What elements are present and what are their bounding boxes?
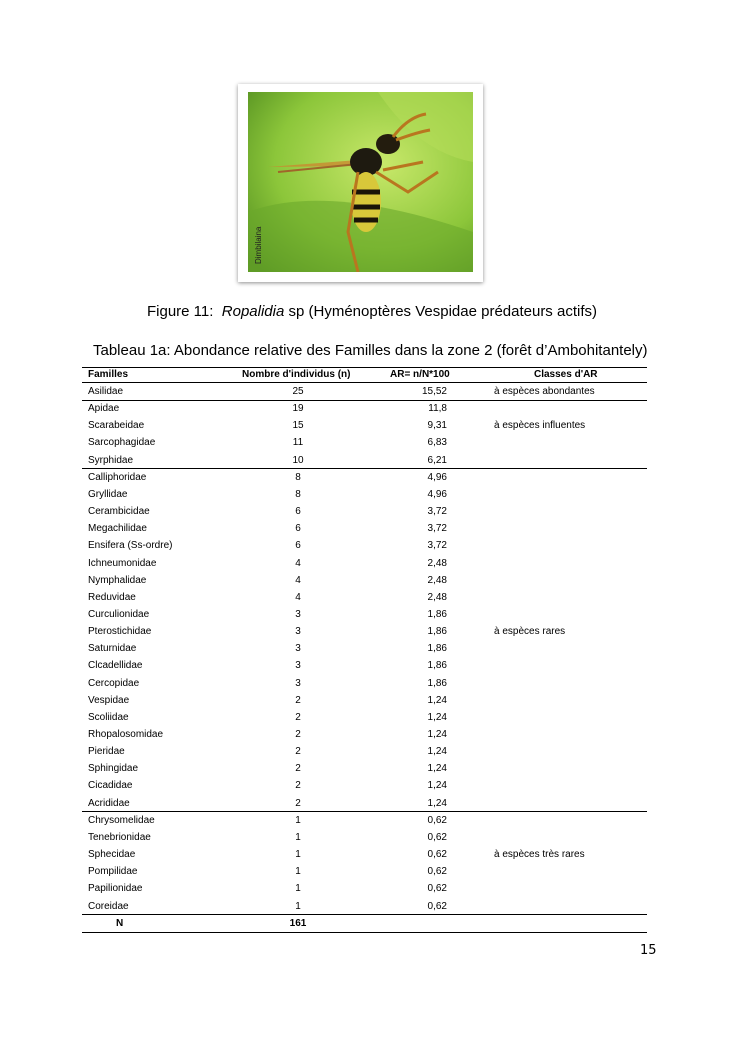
- count-cell: 1: [295, 849, 301, 861]
- table-row: [82, 470, 647, 487]
- ar-cell: 1,86: [427, 677, 447, 689]
- table-row: [82, 504, 647, 521]
- ar-cell: 2,48: [427, 574, 447, 586]
- table-title: Tableau 1a: Abondance relative des Familles dans la zone 2 (forêt d’Ambohitantely): [93, 342, 648, 359]
- table-row: [82, 676, 647, 693]
- wasp-photo: [238, 84, 483, 282]
- count-cell: 4: [295, 574, 301, 586]
- ar-cell: 1,24: [427, 746, 447, 758]
- count-cell: 2: [295, 729, 301, 740]
- family-cell: Pompilidae: [88, 866, 138, 878]
- family-cell: Acrididae: [88, 797, 130, 809]
- ar-cell: 4,96: [427, 488, 447, 500]
- count-cell: 2: [295, 711, 301, 723]
- family-cell: Scoliidae: [88, 711, 129, 723]
- family-cell: Cercopidae: [88, 677, 140, 689]
- ar-cell: 2,48: [427, 591, 447, 603]
- ar-cell: 1,24: [427, 729, 447, 740]
- count-cell: 2: [295, 797, 301, 809]
- count-cell: 8: [295, 471, 301, 483]
- count-cell: 6: [295, 540, 301, 552]
- class-cell: à espèces rares: [494, 626, 566, 638]
- ar-cell: 6,83: [427, 437, 447, 449]
- table-row: [82, 796, 647, 813]
- table-row: [82, 761, 647, 778]
- family-cell: Rhopalosomidae: [88, 729, 164, 740]
- table-row: [82, 401, 647, 418]
- table-row: [82, 813, 647, 830]
- class-cell: à espèces très rares: [494, 849, 585, 861]
- count-cell: 25: [292, 386, 304, 397]
- count-cell: 2: [295, 780, 301, 792]
- count-cell: 19: [292, 403, 304, 415]
- count-cell: 2: [295, 694, 301, 706]
- table-row: [82, 727, 647, 744]
- table-row: [82, 744, 647, 761]
- family-cell: Ichneumonidae: [88, 557, 157, 569]
- family-cell: Syrphidae: [88, 454, 134, 466]
- class-cell: à espèces abondantes: [494, 386, 595, 397]
- count-cell: 6: [295, 506, 301, 518]
- figure-genus: Ropalidia: [221, 303, 285, 320]
- table-row: [82, 693, 647, 710]
- header-familles: Familles: [88, 369, 129, 380]
- family-cell: Tenebrionidae: [88, 831, 151, 843]
- table-row: [82, 521, 647, 538]
- family-cell: Curculionidae: [88, 608, 150, 620]
- family-cell: Cicadidae: [88, 780, 133, 792]
- table-row: [82, 435, 647, 452]
- family-cell: Asilidae: [88, 386, 124, 397]
- count-cell: 6: [295, 523, 301, 535]
- ar-cell: 0,62: [427, 849, 447, 861]
- count-cell: 4: [295, 557, 301, 569]
- figure-caption: [0, 303, 744, 320]
- count-cell: 3: [295, 660, 301, 672]
- count-cell: 1: [295, 814, 301, 826]
- ar-cell: 4,96: [427, 471, 447, 483]
- table-row: [82, 418, 647, 435]
- ar-cell: 11,8: [428, 403, 447, 415]
- table-row: [82, 778, 647, 795]
- family-cell: Sphecidae: [88, 849, 136, 861]
- total-value: 161: [289, 917, 307, 929]
- table-row: [82, 847, 647, 864]
- total-row: [82, 916, 647, 933]
- ar-cell: 2,48: [427, 557, 447, 569]
- count-cell: 2: [295, 763, 301, 775]
- table-row: [82, 453, 647, 470]
- photo-credit: Dimbilaina: [254, 226, 263, 264]
- ar-cell: 1,24: [427, 711, 447, 723]
- ar-cell: 6,21: [427, 454, 447, 466]
- count-cell: 4: [295, 591, 301, 603]
- family-cell: Sarcophagidae: [88, 437, 156, 449]
- family-cell: Reduvidae: [88, 591, 136, 603]
- table-row: [82, 899, 647, 916]
- ar-cell: 1,24: [427, 763, 447, 775]
- family-cell: Calliphoridae: [88, 471, 147, 483]
- figure-label: Figure 11:: [147, 303, 214, 320]
- ar-cell: 0,62: [427, 831, 447, 843]
- table-row: [82, 624, 647, 641]
- family-cell: Vespidae: [88, 694, 130, 706]
- count-cell: 11: [292, 437, 304, 449]
- class-cell: à espèces influentes: [494, 420, 586, 432]
- ar-cell: 15,52: [421, 386, 447, 397]
- ar-cell: 1,24: [427, 694, 447, 706]
- table-bottom-rule: [82, 932, 647, 933]
- header-ar: AR= n/N*100: [390, 369, 450, 380]
- table-row: [82, 607, 647, 624]
- header-rule: [82, 382, 647, 383]
- ar-cell: 0,62: [427, 866, 447, 878]
- family-cell: Megachilidae: [88, 523, 147, 535]
- count-cell: 3: [295, 626, 301, 638]
- family-cell: Clcadellidae: [88, 660, 143, 672]
- wasp-image: [248, 92, 473, 272]
- table-row: [82, 881, 647, 898]
- ar-cell: 1,86: [427, 660, 447, 672]
- ar-cell: 1,86: [427, 608, 447, 620]
- figure-description: sp (Hyménoptères Vespidae prédateurs actifs): [284, 303, 597, 320]
- table-row: [82, 830, 647, 847]
- family-cell: Pieridae: [88, 746, 125, 758]
- count-cell: 10: [292, 454, 304, 466]
- page-number: 15: [640, 943, 657, 958]
- family-cell: Cerambicidae: [88, 506, 150, 518]
- ar-cell: 3,72: [427, 540, 447, 552]
- family-cell: Apidae: [88, 403, 120, 415]
- total-label: N: [116, 917, 124, 929]
- count-cell: 2: [295, 746, 301, 758]
- ar-cell: 3,72: [427, 506, 447, 518]
- family-cell: Nymphalidae: [88, 574, 147, 586]
- table-row: [82, 538, 647, 555]
- table-row: [82, 384, 647, 401]
- table-row: [82, 641, 647, 658]
- table-row: [82, 487, 647, 504]
- ar-cell: 1,24: [427, 780, 447, 792]
- family-cell: Sphingidae: [88, 763, 139, 775]
- ar-cell: 3,72: [427, 523, 447, 535]
- header-nombre: Nombre d'individus (n): [242, 369, 351, 380]
- table-row: [82, 864, 647, 881]
- ar-cell: 1,86: [427, 626, 447, 638]
- count-cell: 3: [295, 643, 301, 655]
- ar-cell: 0,62: [427, 883, 447, 895]
- count-cell: 8: [295, 488, 301, 500]
- header-classes: Classes d'AR: [534, 369, 598, 380]
- count-cell: 1: [295, 883, 301, 895]
- family-cell: Chrysomelidae: [88, 814, 155, 826]
- count-cell: 1: [295, 831, 301, 843]
- count-cell: 3: [295, 677, 301, 689]
- family-cell: Pterostichidae: [88, 626, 152, 638]
- count-cell: 1: [295, 866, 301, 878]
- family-cell: Saturnidae: [88, 643, 137, 655]
- count-cell: 15: [292, 420, 304, 432]
- family-cell: Papilionidae: [88, 883, 143, 895]
- count-cell: 1: [295, 900, 301, 912]
- table-row: [82, 710, 647, 727]
- table-row: [82, 658, 647, 675]
- family-cell: Coreidae: [88, 900, 129, 912]
- ar-cell: 1,24: [427, 797, 447, 809]
- family-cell: Ensifera (Ss-ordre): [88, 540, 173, 552]
- ar-cell: 0,62: [427, 814, 447, 826]
- family-cell: Scarabeidae: [88, 420, 145, 432]
- table-row: [82, 590, 647, 607]
- table-row: [82, 556, 647, 573]
- count-cell: 3: [295, 608, 301, 620]
- family-cell: Gryllidae: [88, 488, 128, 500]
- table-row: [82, 573, 647, 590]
- ar-cell: 1,86: [427, 643, 447, 655]
- ar-cell: 9,31: [427, 420, 447, 432]
- ar-cell: 0,62: [427, 900, 447, 912]
